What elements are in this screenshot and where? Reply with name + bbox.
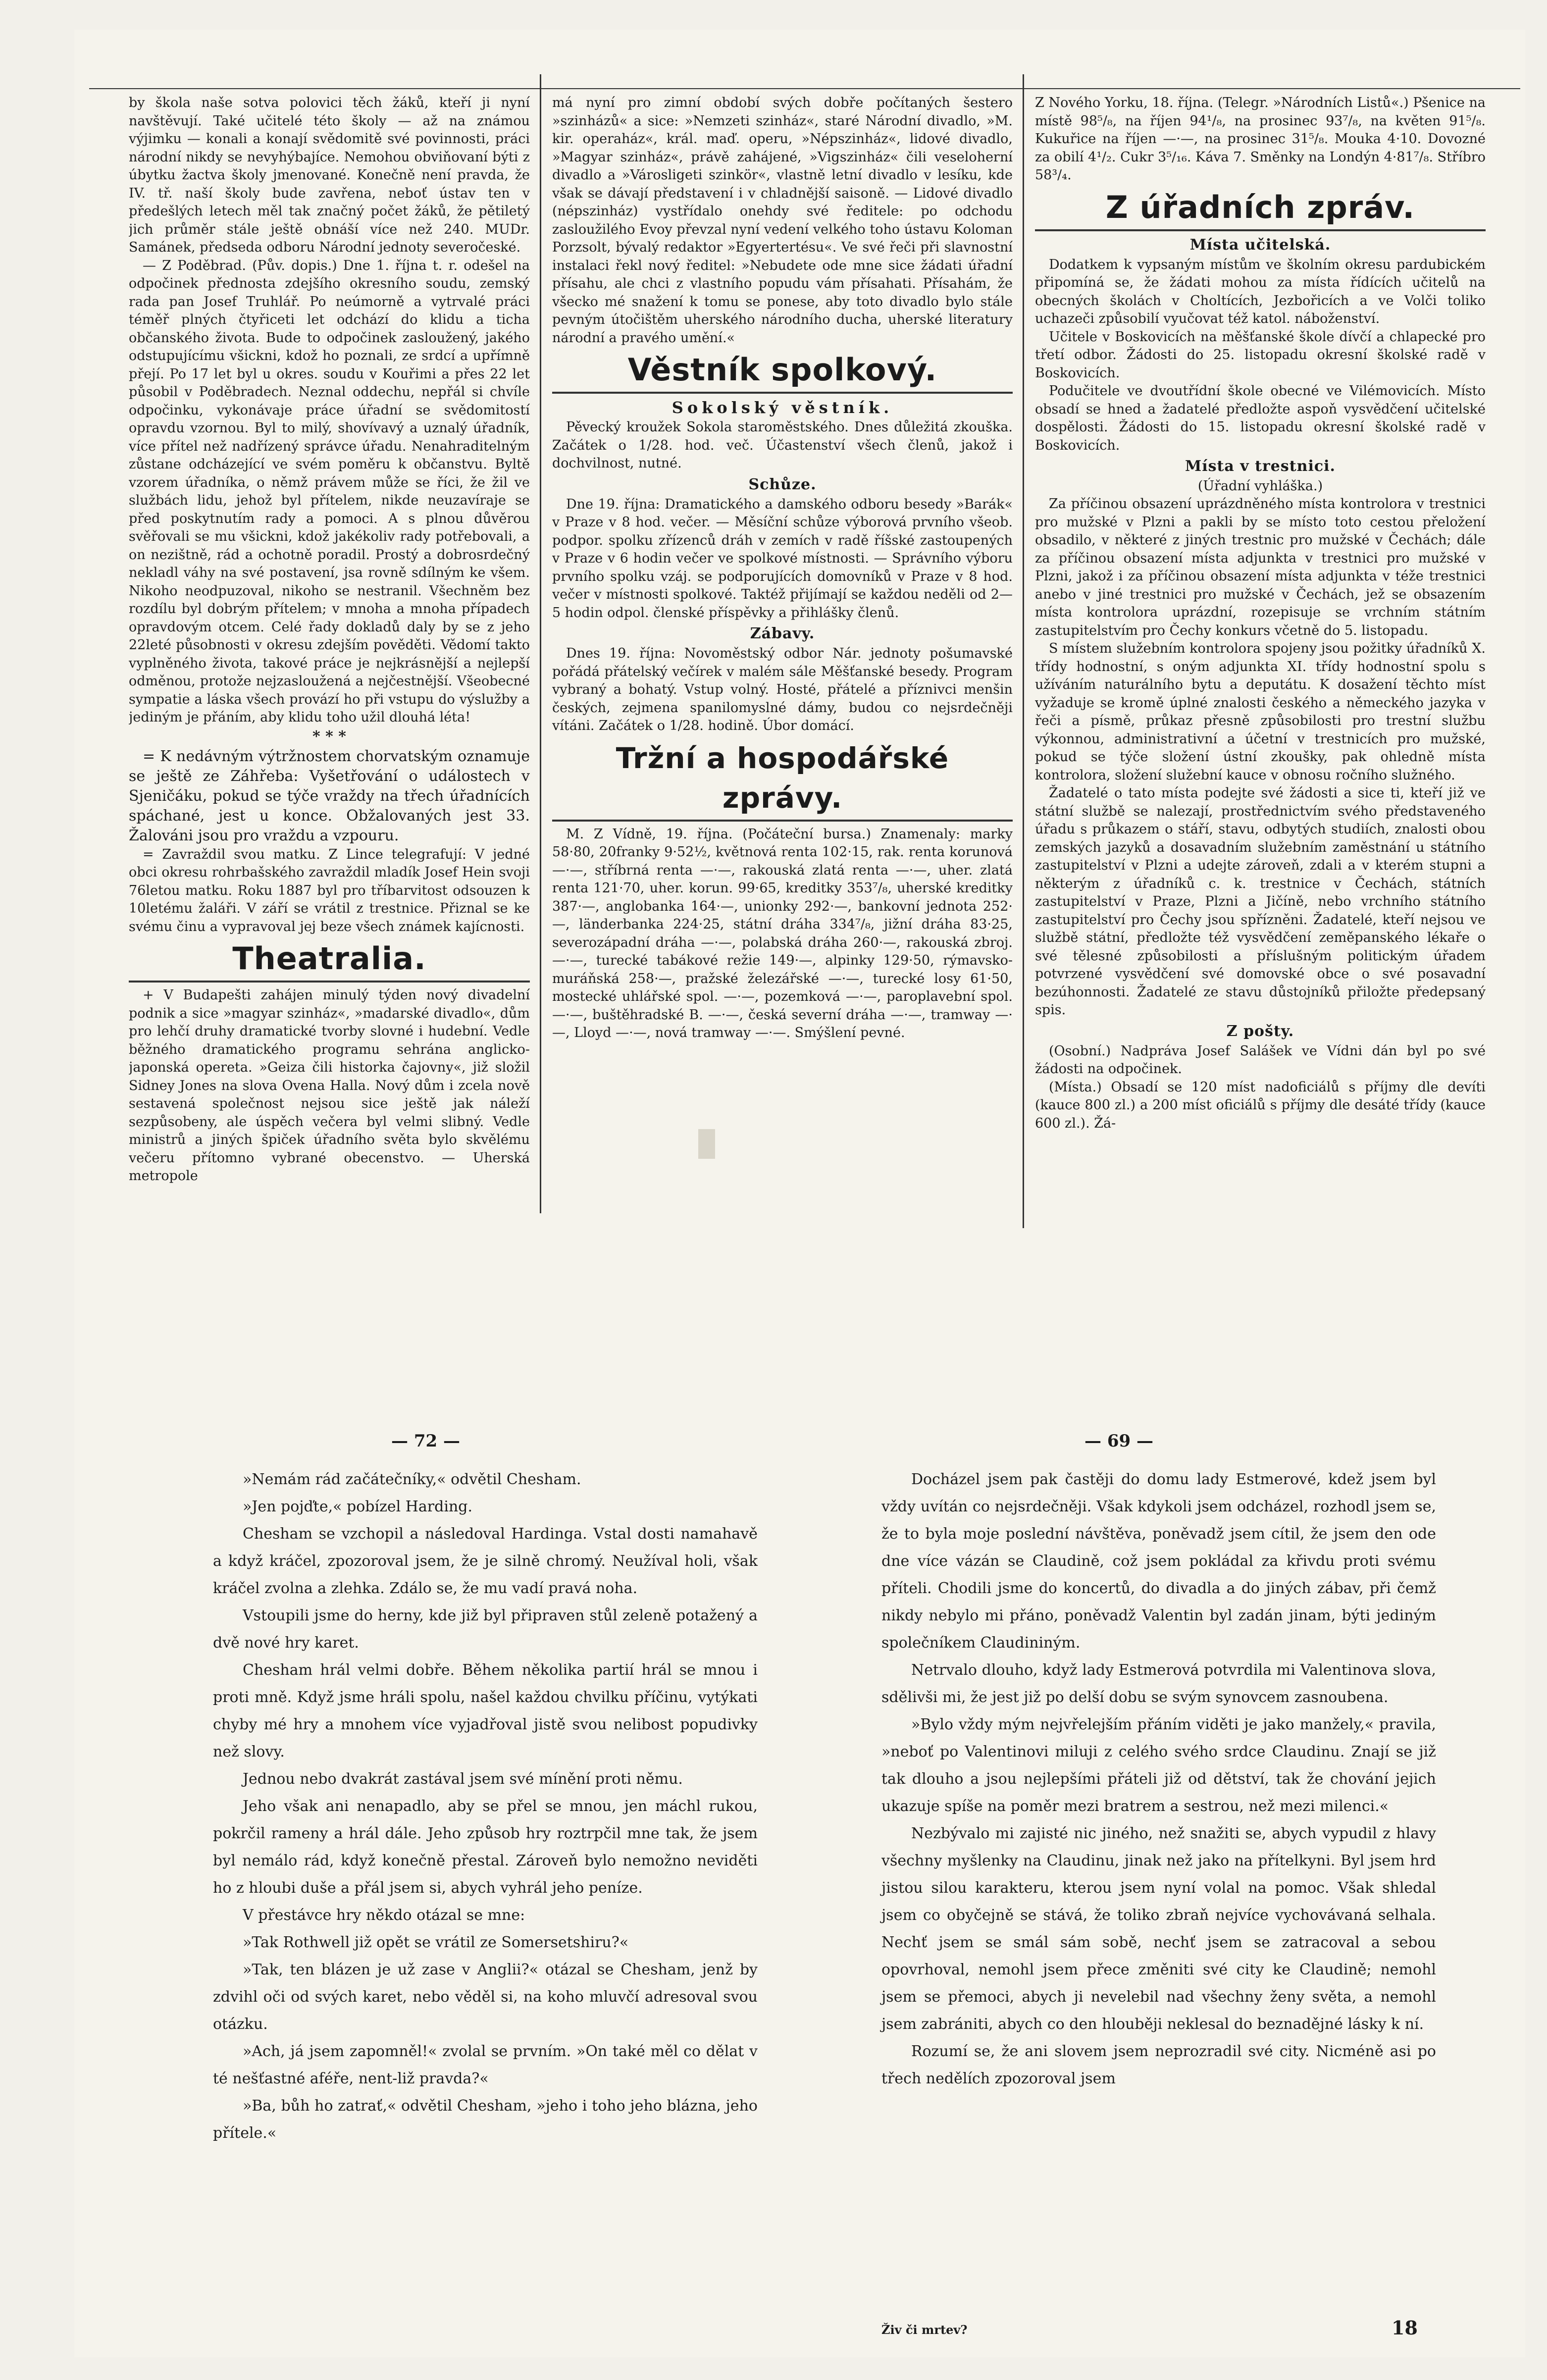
column-left bbox=[129, 94, 530, 1223]
signature-number: 18 bbox=[1392, 2317, 1418, 2339]
school-article: by škola naše sotva polovici těch žáků, kteří ji nyní navštěvují. Také učitelé této školy — až na známou výjimku — konali a konají svědomitě své povinnosti, práci národní nikdy se nevyhýbajíce. Nemohou obviňovaní býti z úbytku žactva školy jmenované. Konečně není pravda, že IV. tř. naší školy bude zavřena, neboť ústav ten v předešlých letech měl tak značný počet žáků, že pětiletý jich průměr stále ještě obnáší více než 240. MUDr. Samánek, předseda odboru Národní jednoty severočeské. bbox=[129, 95, 530, 255]
page-number-right: — 69 — bbox=[1084, 1431, 1153, 1451]
column-rule-1 bbox=[540, 74, 541, 1213]
column-right bbox=[1035, 94, 1486, 1223]
story-paragraph: »Ach, já jsem zapomněl!« zvolal se prvním. »On také měl co dělat v té nešťastné aféře, nent-liž pravda?« bbox=[213, 2043, 758, 2087]
sokol-notice: Pěvecký kroužek Sokola staroměstského. Dnes důležitá zkouška. Začátek o 1/28. hod. več. Účastenství všech členů, jakož i dochvilnost, nutné. bbox=[552, 419, 1013, 471]
column-rule-2 bbox=[1023, 74, 1024, 1228]
theatralia-heading: Theatralia. bbox=[232, 940, 426, 977]
heading-rule bbox=[552, 820, 1013, 822]
story-paragraph: »Jen pojďte,« pobízel Harding. bbox=[243, 1498, 473, 1515]
prison-posts-notice-3: Žadatelé o tato místa podejte své žádosti a sice ti, kteří již ve státní službě se nalezají, prostřednictvím svého představeného úřadu s průkazem o stáří, stavu, odbytých studiích, znalosti obou zemských jazyků a dosavadním služebním zaměstnání u státního zastupitelství v Plzni a udejte zároveň, zdali a v kterém stupni a některým z úřadníků c. k. trestnice v Čechách, státních zastupitelství v Praze, Plzni a Jičíně, nebo vrchního státního zastupitelství pro Čechy jsou spřízněni. Žadatelé, kteří nejsou ve službě státní, předložte též vysvědčení zeměpanského lékaře o své tělesné způsobilosti a příslušným politickým úřadem potvrzené vysvědčení své domovské obce o své posavadní bezúhonnosti. Žadatelé ze stavu důstojníků přiložte předepsaný spis. bbox=[1035, 785, 1486, 1018]
story-paragraph: Jednou nebo dvakrát zastával jsem své mínění proti němu. bbox=[243, 1770, 683, 1788]
vestnik-heading: Věstník spolkový. bbox=[627, 352, 937, 388]
story-paragraph: »Bylo vždy mým nejvřelejším přáním viděti je jako manžely,« pravila, »neboť po Valentinovi miluji z celého svého srdce Claudinu. Znají se již tak dlouho a jsou nejlepšími přáteli již od dětství, tak že chování jejich ukazuje spíše na poměr mezi bratrem a sestrou, než mezi milenci.« bbox=[881, 1716, 1436, 1815]
murder-article: = Zavraždil svou matku. Z Lince telegrafují: V jedné obci okresu rohrbašského zavraždil mladík Josef Hein svoji 76letou matku. Roku 1887 byl pro tříbarvitost odsouzen k 10letému žaláři. V září se vrátil z trestnice. Přiznal se ke svému činu a vypravoval jej beze všech známek kajícnosti. bbox=[129, 846, 530, 934]
prison-posts-subheading: (Úřadní vyhláška.) bbox=[1197, 478, 1323, 494]
prison-posts-heading: Místa v trestnici. bbox=[1185, 458, 1336, 475]
column-middle bbox=[552, 94, 1013, 1223]
story-paragraph: »Tak, ten blázen je už zase v Anglii?« otázal se Chesham, jenž by zdvihl oči od svých karet, nebo věděl si, na koho mluvčí adresoval svou otázku. bbox=[213, 1961, 758, 2033]
heading-rule bbox=[129, 981, 530, 983]
croatia-article: = K nedávným výtržnostem chorvatským oznamuje se ještě ze Záhřeba: Vyšetřování o událostech v Sjeničáku, pokud se týče vraždy na třech úřadnících spáchané, jest u konce. Obžalovaných jest 33. Žalováni jsou pro vraždu a vzpouru. bbox=[129, 747, 530, 844]
story-paragraph: »Ba, bůh ho zatrať,« odvětil Chesham, »jeho i toho jeho blázna, jeho přítele.« bbox=[213, 2097, 758, 2142]
story-paragraph: Vstoupili jsme do herny, kde již byl připraven stůl zeleně potažený a dvě nové hry karet. bbox=[213, 1607, 758, 1652]
teacher-posts-heading: Místa učitelská. bbox=[1189, 236, 1331, 254]
story-paragraph: V přestávce hry někdo otázal se mne: bbox=[243, 1907, 525, 1924]
story-paragraph: Nezbývalo mi zajisté nic jiného, než snažiti se, abych vypudil z hlavy všechny myšlenky na Claudinu, jinak než jako na přítelkyni. Byl jsem hrd jistou silou karakteru, kterou jsem nyní volal na pomoc. Však shledal jsem co obyčejně se stává, že toliko zbraň nejvíce vychovávaná selhala. Nechť jsem se smál sám sobě, nechť jsem se zatracoval a sebou opovrhoval, nemohl jsem přece změniti své city ke Claudině; nemohl jsem se přemoci, abych ji nevelebil nad všechny ženy světa, a nemohl jsem zabrániti, abych co den hlouběji neklesal do beznadějné lásky k ní. bbox=[881, 1825, 1436, 2033]
story-page-left bbox=[213, 1466, 758, 2147]
boskovice-notice: Učitele v Boskovicích na měšťanské škole dívčí a chlapecké pro třetí odbor. Žádosti do 25. listopadu okresní školské radě v Boskovicích. bbox=[1035, 329, 1486, 381]
top-rule bbox=[89, 88, 1520, 89]
prison-posts-notice-2: S místem služebním kontrolora spojeny jsou požitky úřadníků X. třídy hodnostní, s oným adjunkta XI. třídy hodnostní spolu s užíváním naturálního bytu a deputátu. K dosažení těchto míst vyžaduje se kromě úplné znalosti českého a německého jazyka v řeči a písmě, průkaz přesně způsobilosti pro trestní službu výkonnou, administrativní a účetní v trestnicích pro mužské, pokud se týče složení ústní zkoušky, pak ohledně místa kontrolora, složení služební kauce v obnosu ročního služného. bbox=[1035, 641, 1486, 783]
story-paragraph: Chesham se vzchopil a následoval Hardinga. Vstal dosti namahavě a když kráčel, zpozoroval jsem, že je silně chromý. Neužíval holi, však kráčel zvolna a zlehka. Zdálo se, že mu vadí pravá noha. bbox=[213, 1525, 758, 1597]
story-paragraph: Netrvalo dlouho, když lady Estmerová potvrdila mi Valentinova slova, sdělivši mi, že jest již po delší dobu se svým synovcem zasnoubena. bbox=[881, 1661, 1436, 1706]
prison-posts-notice-1: Za příčinou obsazení uprázdněného místa kontrolora v trestnici pro mužské v Plzni a pakli by se místo toto cestou přeložení obsadilo, v některé z jiných trestnic pro mužské v Čechách; dále za příčinou obsazení místa adjunkta v trestnici pro mužské v Plzni, jakož i za příčinou obsazení místa adjunkta v téže trestnici anebo v jiné trestnici pro mužské v Čechách, jež se obsazením místa kontrolora uprázdní, rozepisuje se vrchním státním zastupitelstvím pro Čechy konkurs včetně do 5. listopadu. bbox=[1035, 496, 1486, 638]
separator-stars: * * * bbox=[312, 727, 346, 745]
story-paragraph: Rozumí se, že ani slovem jsem neprozradil své city. Nicméně asi po třech nedělích zpozoroval jsem bbox=[881, 2043, 1436, 2087]
page-number-left: — 72 — bbox=[391, 1431, 460, 1451]
story-paragraph: Docházel jsem pak častěji do domu lady Estmerové, kdež jsem byl vždy uvítán co nejsrdečněji. Však kdykoli jsem odcházel, rozhodl jsem se, že to byla moje poslední návštěva, poněvadž jsem cítil, že jsem den ode dne více vázán se Claudině, což jsem pokládal za křivdu proti svému příteli. Chodili jsme do koncertů, do divadla a do jiných zábav, při čemž nikdy nebylo mi přáno, poněvadž Valentin byl zadán jinam, býti jediným společníkem Claudininým. bbox=[881, 1471, 1436, 1652]
budapest-theatres-continued: má nyní pro zimní období svých dobře počítaných šestero »szinházů« a sice: »Nemzeti szinház«, staré Národní divadlo, »M. kir. operaház«, král. maď. operu, »Népszinház«, lidové divadlo, »Magyar szinház«, právě zahájené, »Vigszinház« čili veseloherní divadlo a »Városligeti szinkör«, vlastně letní divadlo v lesíku, kde však se dávají představení i v chladnější saisoně. — Lidové divadlo (népszinház) vystřídalo onehdy své ředitele: po odchodu zasloužilého Evoy převzal nyní vedení velkého toho ústavu Koloman Porzsolt, bývalý redaktor »Egyertertésu«. Ve své řeči při slavnostní instalaci řekl nový ředitel: »Nebudete ode mne sice žádati úřadní přísahu, ale chci z vlastního popudu vám přísahati. Přísahám, že všecko mé snažení k tomu se ponese, aby toto divadlo bylo stále pevným útočištěm uherského národního ducha, uherské literatury národní a pravého umění.« bbox=[552, 95, 1013, 346]
podebrady-article: — Z Poděbrad. (Pův. dopis.) Dne 1. října t. r. odešel na odpočinek přednosta zdejšího okresního soudu, zemský rada pan Josef Truhlář. Po neúmorně a vytrvalé práci téměř plných čtyřiceti let odchází do klidu a ticha občanského života. Bude to odpočinek zasloužený, jakého odstupujícímu všickni, kdož ho poznali, ze srdcí a upřímně přejí. Po 17 let byl u okres. soudu v Kouřimi a přes 22 let působil v Poděbradech. Neznal oddechu, nepřál si chvíle odpočinku, vykonávaje práce úřadní se svědomitostí opravdu vzornou. Byl to milý, shovívavý a uznalý úřadník, více přítel než nadřízený správce úřadu. Nenahraditelným zůstane odcházející ve svém poměru k občanstvu. Byltě vzorem úřadníka, o němž právem může se říci, že žil ve službách lidu, jehož byl přítelem, nikde neuzavíraje se před poskytnutím rady a pomoci. A s plnou důvěrou svěřovali se mu všickni, kdož jakékoliv rady potřebovali, a on nezištně, rád a ochotně poradil. Prostý a dobrosrdečný nekladl váhy na své postavení, jsa rovně sdílným ke všem. Nikoho neodpuzoval, nikoho se nestranil. Všechněm bez rozdílu byl dobrým přítelem; v mnoha a mnoha případech opravdovým otcem. Celé řady dokladů daly by se z jeho 22leté působnosti v okresu zdejším pověděti. Vědomí takto vyplněného života, takové práce je nejkrásnější a nejlepší odměnou, protože nejzasloužená a nejčestnější. Všeobecné sympatie a láska všech provází ho při vstupu do výslužby a jediným je přáním, aby klidu toho užil dlouhá léta! bbox=[129, 258, 530, 725]
pardubice-notice: Dodatkem k vypsaným místům ve školním okresu pardubickém připomíná se, že žádati mohou za místa řídících učitelů na obecných školách v Choltících, Jezbořicích a ve Volči toliko uchazeči způsobilí vyučovat též katol. náboženství. bbox=[1035, 257, 1486, 326]
schuze-heading: Schůze. bbox=[748, 475, 817, 493]
paper-tape-mark bbox=[698, 1129, 715, 1159]
story-page-right bbox=[881, 1466, 1436, 2092]
post-personal-notice: (Osobní.) Nadpráva Josef Salášek ve Vídni dán byl po své žádosti na odpočinek. bbox=[1035, 1043, 1486, 1077]
post-vacancies-notice: (Místa.) Obsadí se 120 míst nadoficiálů s příjmy dle devíti (kauce 800 zl.) a 200 míst oficiálů s příjmy dle desáté třídy (kauce 600 zl.). Žá- bbox=[1035, 1079, 1486, 1131]
story-paragraph: Jeho však ani nenapadlo, aby se přel se mnou, jen máchl rukou, pokrčil rameny a hrál dále. Jeho způsob hry roztrpčil mne tak, že jsem byl nemálo rád, když konečně přestal. Zároveň bylo nemožno neviděti ho z hloubi duše a přál jsem si, abych vyhrál jeho peníze. bbox=[213, 1798, 758, 1897]
heading-rule bbox=[1035, 229, 1486, 231]
meetings-notice: Dne 19. října: Dramatického a damského odboru besedy »Barák« v Praze v 8 hod. večer. — Měsíční schůze výborová prvního všeob. podpor. spolku zřízenců dráh v zemích v radě říšské zastoupených v Praze v 6 hodin večer ve spolkové místnosti. — Správního výboru prvního spolku vzáj. se podporujících domovníků v Praze v 8 hod. večer v místnosti spolkové. Taktéž přijímají se každou neděli od 2—5 hodin odpol. členské příspěvky a přihlášky členů. bbox=[552, 496, 1013, 621]
new-york-report: Z Nového Yorku, 18. října. (Telegr. »Národních Listů«.) Pšenice na místě 98⁵/₈, na říjen 94¹/₈, na prosinec 93⁷/₈, na květen 91⁵/₈. Kukuřice na říjen —·—, na prosinec 31⁵/₈. Mouka 4·10. Dovozné za obilí 4¹/₂. Cukr 3⁵/₁₆. Káva 7. Směnky na Londýn 4·81⁷/₈. Stříbro 58³/₄. bbox=[1035, 95, 1486, 183]
heading-rule bbox=[552, 392, 1013, 394]
story-paragraph: Chesham hrál velmi dobře. Během několika partií hrál se mnou i proti mně. Když jsme hráli spolu, našel každou chvilku příčinu, vytýkati chyby mé hry a mnohem více vyjadřoval jistě svou nelibost popudivky než slovy. bbox=[213, 1661, 758, 1760]
vienna-bourse-report: M. Z Vídně, 19. října. (Počáteční bursa.) Znamenaly: marky 58·80, 20franky 9·52½, květnová renta 102·15, rak. renta korunová —·—, stříbrná renta —·—, rakouská zlatá renta —·—, uher. zlatá renta 121·70, uher. korun. 99·65, kreditky 353⁷/₈, uherské kreditky 387·—, anglobanka 164·—, unionky 292·—, bankovní jednota 252·—, länderbanka 224·25, státní dráha 334⁷/₈, jižní dráha 83·25, severozápadní dráha —·—, polabská dráha 260·—, rakouská zbroj. —·—, turecké tabákové režie 149·—, alpinky 129·50, rýmavsko-muráňská 258·—, pražské železářské —·—, turecké losy 61·50, mostecké uhlářské spol. —·—, pozemková —·—, paroplavební spol. —·—, buštěhradské B. —·—, česká severní dráha —·—, tramway —·—, Lloyd —·—, nová tramway —·—. Smýšlení pevné. bbox=[552, 826, 1013, 1040]
post-office-heading: Z pošty. bbox=[1226, 1022, 1294, 1040]
sokol-heading: Sokolský věstník. bbox=[671, 398, 893, 417]
story-paragraph: »Tak Rothwell již opět se vrátil ze Somersetshiru?« bbox=[243, 1934, 629, 1951]
entertainment-notice: Dnes 19. října: Novoměstský odbor Nár. jednoty pošumavské pořádá přátelský večírek v malém sále Měšťanské besedy. Program vybraný a bohatý. Vstup volný. Hosté, přátelé a příznivci menšin českých, zejmena spanilomyslné dámy, budou co nejsrdečněji vítáni. Začátek o 1/28. hodině. Úbor domácí. bbox=[552, 646, 1013, 733]
vilemovice-notice: Podučitele ve dvoutřídní škole obecné ve Vilémovicích. Místo obsadí se hned a žadatelé předložte aspoň vysvědčení učitelské dospělosti. Žádosti do 15. listopadu okresní školské radě v Boskovicích. bbox=[1035, 383, 1486, 453]
budapest-theatre-article: + V Budapešti zahájen minulý týden nový divadelní podnik a sice »magyar szinház«, »madarské divadlo«, dům pro lehčí druhy dramatické tvorby slovné i hudební. Vedle běžného dramatického programu sehrána anglicko-japonská opereta. »Geiza čili historka čajovny«, již složil Sidney Jones na slova Ovena Halla. Nový dům i zcela nově sestavená společnost nejsou sice ještě jak náleží sezpůsobeny, ale úspěch večera byl velmi slibný. Vedle ministrů a jiných špiček úřadního světa bylo skvělému večeru přítomno vybrané obecenstvo. — Uherská metropole bbox=[129, 987, 530, 1184]
official-news-heading: Z úřadních zpráv. bbox=[1105, 189, 1415, 225]
newspaper-page bbox=[74, 30, 1525, 2357]
story-title-footer: Živ či mrtev? bbox=[881, 2323, 968, 2337]
zabavy-heading: Zábavy. bbox=[750, 625, 815, 642]
story-paragraph: »Nemám rád začátečníky,« odvětil Chesham. bbox=[243, 1471, 581, 1488]
market-heading: Tržní a hospodářské zprávy. bbox=[616, 741, 949, 815]
